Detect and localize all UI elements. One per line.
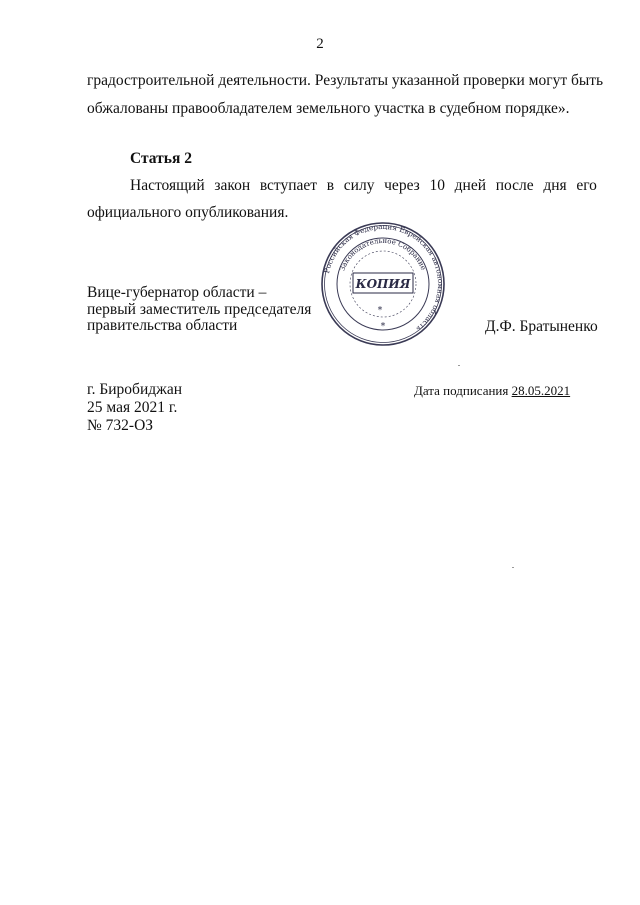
word: силу <box>343 177 375 194</box>
signatory-title-line-2: первый заместитель председателя <box>87 301 312 318</box>
star-icon: * <box>377 306 383 316</box>
word: закон <box>214 177 251 194</box>
word: его <box>576 177 597 194</box>
word: в <box>326 177 335 194</box>
page-number: 2 <box>316 36 324 52</box>
stamp-label: КОПИЯ <box>355 277 411 291</box>
place-city: г. Биробиджан <box>87 381 183 398</box>
signing-date-block <box>414 383 570 399</box>
signatory-title-line-1: Вице-губернатор области – <box>87 284 267 301</box>
signing-label: Дата подписания <box>414 383 509 398</box>
law-number: № 732-ОЗ <box>87 417 154 434</box>
article-text-line-1 <box>130 175 597 197</box>
article-heading: Статья 2 <box>130 150 192 167</box>
official-stamp <box>320 221 446 347</box>
stamp-outer-text: Российская Федерация Еврейская автономная область <box>322 221 446 334</box>
place-date: 25 мая 2021 г. <box>87 399 178 416</box>
word: дня <box>543 177 567 194</box>
signatory-title-line-3: правительства области <box>87 317 238 334</box>
word: дней <box>454 177 486 194</box>
star-icon: * <box>380 322 386 332</box>
word: после <box>495 177 534 194</box>
stamp-inner-text: Законодательное Собрание <box>338 236 428 273</box>
word: 10 <box>429 177 445 194</box>
continued-text-line-1: градостроительной деятельности. Результаты указанной проверки могут быть <box>87 72 604 89</box>
word: вступает <box>259 177 318 194</box>
signatory-name: Д.Ф. Братыненко <box>485 318 598 335</box>
continued-text-line-2: обжалованы правообладателем земельного участка в судебном порядке». <box>87 100 570 117</box>
signing-date: 28.05.2021 <box>511 383 571 398</box>
scan-speck <box>512 567 514 568</box>
word: Настоящий <box>130 177 205 194</box>
scan-speck <box>458 365 460 366</box>
word: через <box>384 177 420 194</box>
article-text-line-2: официального опубликования. <box>87 204 289 221</box>
